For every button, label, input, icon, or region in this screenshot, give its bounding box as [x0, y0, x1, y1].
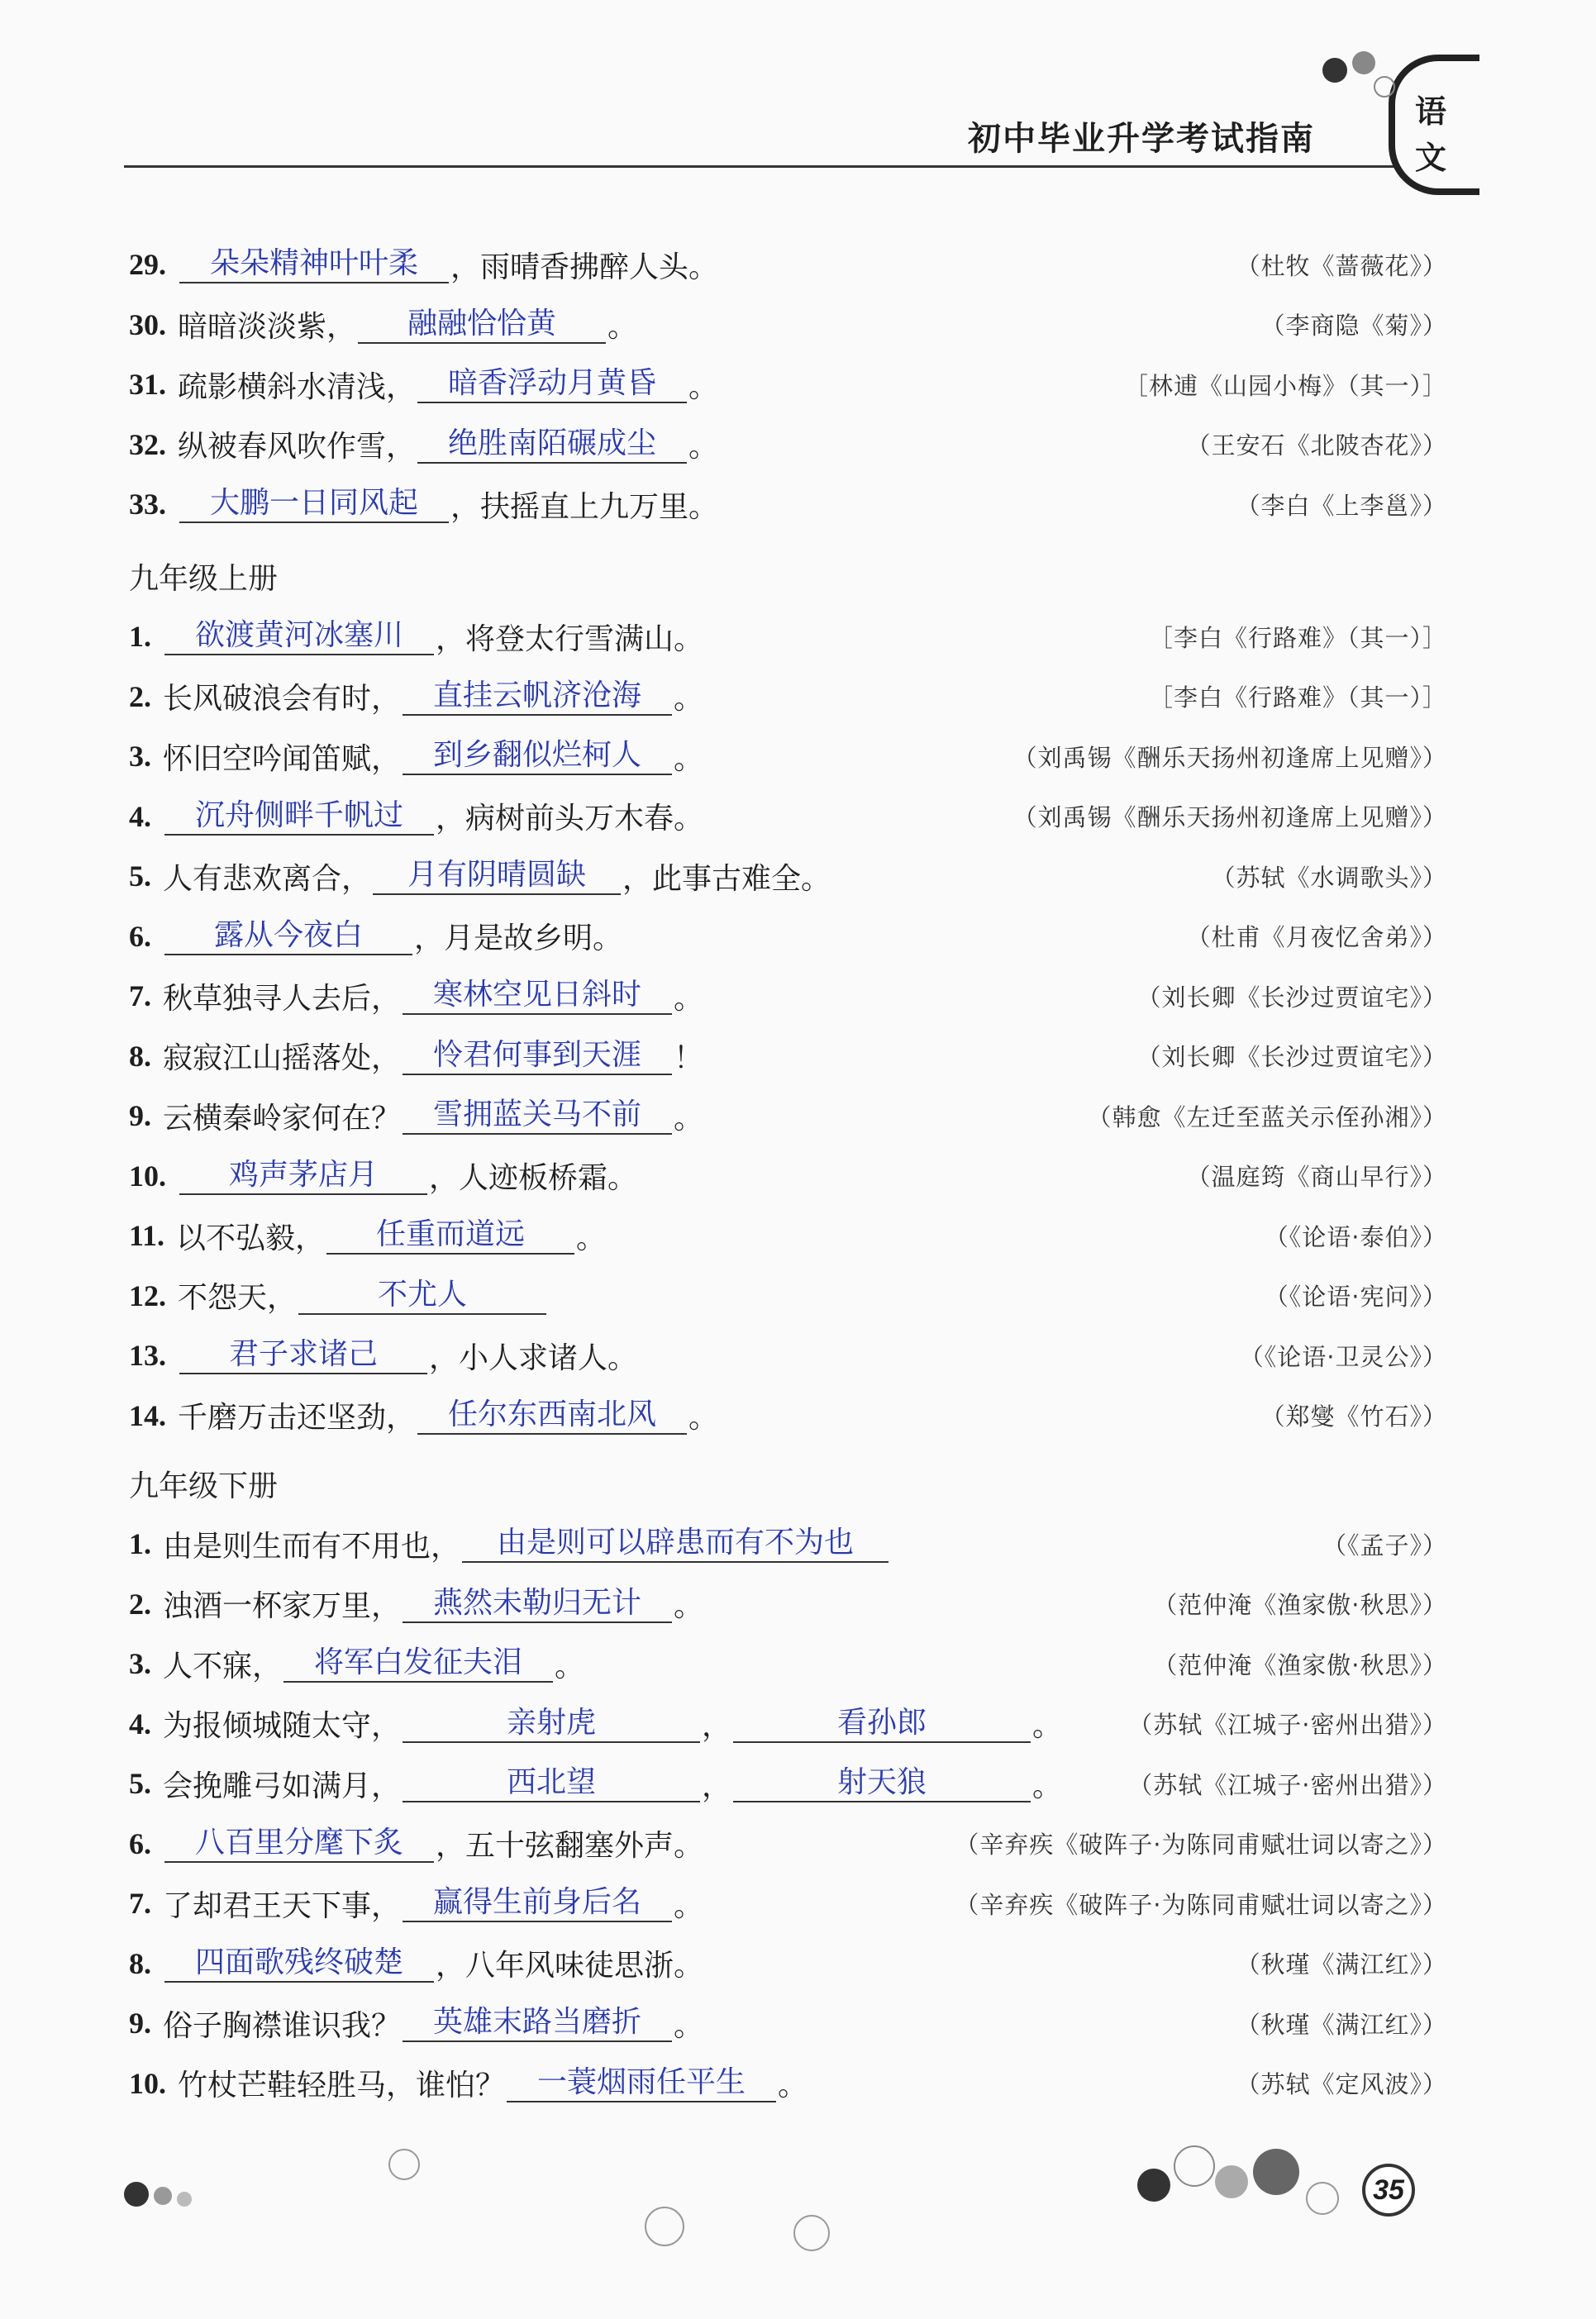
- question-row: [129, 612, 1447, 661]
- prompt-text: 千磨万击还坚劲，: [178, 1401, 417, 1435]
- prompt-text: 。: [674, 1101, 704, 1136]
- source-citation: （王安石《北陂杏花》）: [1186, 431, 1447, 460]
- prompt-text: 人有悲欢离合，: [163, 861, 372, 896]
- section-heading: 九年级上册: [129, 562, 279, 596]
- prompt-text: 。: [576, 1221, 607, 1255]
- question-row: [129, 1939, 1447, 1988]
- answer-blank[interactable]: 到乡翻似烂柯人: [403, 737, 672, 775]
- prompt-text: ，雨晴香拂醉人头。: [450, 250, 719, 284]
- source-citation: （辛弃疾《破阵子·为陈同甫赋壮词以寄之》）: [955, 1890, 1447, 1919]
- question-number: 5.: [129, 1767, 151, 1800]
- prompt-text: 。: [1032, 1709, 1063, 1743]
- prompt-text: 。: [674, 2008, 704, 2043]
- deco-circle: [1253, 2149, 1299, 2195]
- answer-blank[interactable]: 将军白发征夫泪: [283, 1645, 553, 1683]
- prompt-text: 。: [607, 310, 638, 344]
- source-citation: （苏轼《定风波》）: [1236, 2070, 1447, 2098]
- question-row: [129, 1579, 1447, 1629]
- source-citation: （《论语·卫灵公》）: [1239, 1342, 1447, 1371]
- answer-blank[interactable]: 燕然未勒归无计: [403, 1585, 672, 1623]
- prompt-text: 云横秦岭家何在？: [163, 1101, 402, 1136]
- deco-circle: [154, 2187, 172, 2205]
- prompt-text: 纵被春风吹作雪，: [178, 430, 417, 464]
- answer-blank[interactable]: 由是则可以辟患而有不为也: [462, 1525, 889, 1563]
- prompt-text: 秋草独寻人去后，: [163, 981, 402, 1016]
- question-row: [129, 1091, 1447, 1140]
- question-row: [129, 672, 1447, 721]
- answer-blank[interactable]: 绝胜南陌碾成尘: [417, 426, 687, 464]
- prompt-text: 长风破浪会有时，: [163, 682, 402, 716]
- question-number: 5.: [129, 860, 151, 893]
- prompt-text: 寂寂江山摇落处，: [163, 1041, 402, 1075]
- question-number: 1.: [129, 620, 151, 653]
- question-number: 4.: [129, 799, 151, 833]
- answer-blank[interactable]: 朵朵精神叶叶柔: [179, 245, 449, 283]
- source-citation: （刘长卿《长沙过贾谊宅》）: [1136, 983, 1447, 1012]
- question-number: 29.: [129, 248, 166, 281]
- prompt-text: 。: [674, 1589, 704, 1623]
- prompt-text: ，: [702, 1709, 732, 1743]
- question-row: [129, 971, 1447, 1021]
- deco-circle: [1306, 2182, 1339, 2215]
- answer-blank[interactable]: 鸡声茅店月: [179, 1157, 427, 1195]
- question-row: [129, 1639, 1447, 1688]
- question-row: [129, 479, 1447, 529]
- section-heading: 九年级下册: [129, 1469, 279, 1503]
- prompt-text: 。: [1032, 1769, 1063, 1803]
- prompt-text: 。: [778, 2069, 808, 2102]
- prompt-text: ，月是故乡明。: [414, 921, 623, 955]
- header-rule: [124, 165, 1439, 168]
- source-citation: （李商隐《菊》）: [1260, 312, 1447, 340]
- answer-blank[interactable]: 大鹏一日同风起: [179, 485, 449, 523]
- question-number: 8.: [129, 1946, 151, 1980]
- source-citation: （《孟子》）: [1322, 1531, 1447, 1559]
- question-number: 9.: [129, 1099, 151, 1132]
- deco-circle: [1352, 51, 1375, 74]
- answer-blank[interactable]: 亲射虎: [403, 1705, 700, 1743]
- prompt-text: 竹杖芒鞋轻胜马，谁怕？: [178, 2069, 506, 2102]
- source-citation: （范仲淹《渔家傲·秋思》）: [1153, 1591, 1447, 1619]
- question-number: 7.: [129, 979, 151, 1012]
- source-citation: （刘禹锡《酬乐天扬州初逢席上见赠》）: [1012, 743, 1447, 772]
- source-citation: （杜牧《蔷薇花》）: [1236, 251, 1447, 280]
- subject-char-2: 文: [1415, 139, 1447, 176]
- deco-circle: [645, 2207, 684, 2246]
- prompt-text: ，扶摇直上九万里。: [450, 489, 719, 524]
- question-number: 33.: [129, 488, 166, 521]
- question-number: 3.: [129, 1647, 151, 1680]
- prompt-text: 。: [555, 1649, 585, 1683]
- source-citation: （温庭筠《商山早行》）: [1186, 1163, 1447, 1191]
- deco-circle: [1322, 58, 1347, 83]
- answer-blank[interactable]: 露从今夜白: [164, 917, 412, 955]
- prompt-text: 。: [674, 682, 704, 716]
- question-number: 7.: [129, 1887, 151, 1920]
- prompt-text: ，: [702, 1769, 732, 1803]
- question-number: 3.: [129, 740, 151, 773]
- question-row: [129, 1331, 1447, 1380]
- answer-blank[interactable]: 八百里分麾下炙: [164, 1825, 434, 1863]
- question-number: 6.: [129, 919, 151, 953]
- question-number: 10.: [129, 2066, 166, 2100]
- source-citation: （苏轼《江城子·密州出猎》）: [1128, 1770, 1447, 1799]
- deco-circle: [388, 2149, 420, 2180]
- question-number: 4.: [129, 1707, 151, 1740]
- deco-circle: [1215, 2165, 1248, 2198]
- source-citation: ［李白《行路难》（其一）］: [1148, 683, 1447, 712]
- question-number: 11.: [129, 1219, 165, 1252]
- prompt-text: ，人迹板桥霜。: [429, 1161, 638, 1195]
- subject-badge: [1389, 55, 1479, 195]
- prompt-text: 怀旧空吟闻笛赋，: [163, 741, 402, 776]
- answer-blank[interactable]: 寒林空见日斜时: [403, 977, 672, 1015]
- question-number: 2.: [129, 679, 151, 713]
- question-row: [129, 1699, 1447, 1749]
- answer-blank[interactable]: 不尤人: [298, 1277, 546, 1315]
- deco-circle: [793, 2215, 830, 2251]
- answer-blank[interactable]: 任尔东西南北风: [417, 1397, 687, 1435]
- answer-blank[interactable]: 四面歌残终破楚: [164, 1945, 434, 1983]
- prompt-text: ，小人求诸人。: [429, 1340, 638, 1375]
- question-number: 31.: [129, 368, 166, 401]
- answer-blank[interactable]: 西北望: [403, 1764, 700, 1802]
- deco-circle: [177, 2192, 192, 2207]
- question-number: 12.: [129, 1279, 166, 1312]
- question-number: 13.: [129, 1339, 166, 1372]
- question-row: [129, 1151, 1447, 1201]
- answer-blank[interactable]: 怜君何事到天涯: [403, 1037, 672, 1075]
- question-number: 2.: [129, 1587, 151, 1621]
- source-citation: （秋瑾《满江红》）: [1236, 1950, 1447, 1979]
- answer-blank[interactable]: 雪拥蓝关马不前: [403, 1097, 672, 1135]
- subject-char-1: 语: [1415, 93, 1447, 130]
- prompt-text: 浊酒一杯家万里，: [163, 1589, 402, 1623]
- prompt-text: ，病树前头万木春。: [436, 802, 704, 836]
- prompt-text: 了却君王天下事，: [163, 1888, 402, 1923]
- question-row: [129, 360, 1447, 409]
- prompt-text: 以不弘毅，: [176, 1221, 326, 1255]
- question-row: [129, 1879, 1447, 1928]
- prompt-text: ，八年风味徒思浙。: [436, 1949, 704, 1983]
- question-row: [129, 240, 1447, 289]
- question-number: 6.: [129, 1826, 151, 1860]
- answer-blank[interactable]: 月有阴晴圆缺: [373, 857, 621, 895]
- prompt-text: 。: [674, 1888, 704, 1923]
- prompt-text: 。: [688, 1401, 719, 1435]
- answer-blank[interactable]: 任重而道远: [326, 1217, 574, 1255]
- prompt-text: 不怨天，: [178, 1281, 298, 1315]
- question-row: [129, 1031, 1447, 1081]
- source-citation: （郑燮《竹石》）: [1260, 1402, 1447, 1431]
- question-row: [129, 792, 1447, 841]
- deco-circle: [1174, 2145, 1215, 2187]
- answer-blank[interactable]: 看孙郎: [733, 1705, 1031, 1743]
- prompt-text: 为报倾城随太守，: [163, 1709, 402, 1743]
- source-citation: （刘禹锡《酬乐天扬州初逢席上见赠》）: [1012, 803, 1447, 831]
- source-citation: （杜甫《月夜忆舍弟》）: [1186, 923, 1447, 951]
- deco-circle: [1374, 76, 1395, 98]
- source-citation: （《论语·泰伯》）: [1264, 1222, 1447, 1251]
- prompt-text: ！: [674, 1041, 704, 1075]
- source-citation: （苏轼《江城子·密州出猎》）: [1128, 1711, 1447, 1739]
- question-row: [129, 1759, 1447, 1808]
- answer-blank[interactable]: 暗香浮动月黄昏: [417, 365, 687, 403]
- source-citation: （范仲淹《渔家傲·秋思》）: [1153, 1650, 1447, 1679]
- answer-blank[interactable]: 直挂云帆济沧海: [403, 678, 672, 716]
- question-row: [129, 851, 1447, 901]
- prompt-text: 人不寐，: [163, 1649, 283, 1683]
- source-citation: （韩愈《左迁至蓝关示侄孙湘》）: [1087, 1102, 1447, 1131]
- answer-blank[interactable]: 一蓑烟雨任平生: [507, 2064, 776, 2102]
- prompt-text: 俗子胸襟谁识我？: [163, 2008, 402, 2043]
- prompt-text: ，将登太行雪满山。: [436, 621, 704, 656]
- source-citation: ［林逋《山园小梅》（其一）］: [1123, 371, 1447, 400]
- question-number: 8.: [129, 1039, 151, 1073]
- source-citation: ［李白《行路难》（其一）］: [1148, 623, 1447, 652]
- source-citation: （李白《上李邕》）: [1236, 491, 1447, 520]
- question-row: [129, 1271, 1447, 1321]
- answer-blank[interactable]: 赢得生前身后名: [403, 1884, 672, 1922]
- deco-circle: [1137, 2169, 1170, 2202]
- answer-blank[interactable]: 射天狼: [733, 1764, 1031, 1802]
- source-citation: （苏轼《水调歌头》）: [1211, 863, 1447, 892]
- question-number: 1.: [129, 1527, 151, 1560]
- prompt-text: 。: [688, 430, 719, 464]
- question-row: [129, 912, 1447, 961]
- question-number: 30.: [129, 307, 166, 341]
- question-row: [129, 300, 1447, 350]
- source-citation: （《论语·宪问》）: [1264, 1283, 1447, 1311]
- prompt-text: 由是则生而有不用也，: [163, 1529, 461, 1564]
- prompt-text: ，此事古难全。: [622, 861, 831, 896]
- prompt-text: ，五十弦翻塞外声。: [436, 1829, 704, 1863]
- header-title: 初中毕业升学考试指南: [968, 119, 1315, 158]
- answer-blank[interactable]: 英雄末路当磨折: [403, 2004, 672, 2042]
- question-row: [129, 1998, 1447, 2048]
- source-citation: （刘长卿《长沙过贾谊宅》）: [1136, 1043, 1447, 1071]
- question-row: [129, 1211, 1447, 1260]
- prompt-text: 暗暗淡淡紫，: [178, 310, 357, 344]
- prompt-text: 。: [674, 981, 704, 1016]
- deco-circle: [124, 2182, 149, 2207]
- question-number: 9.: [129, 2007, 151, 2040]
- question-number: 10.: [129, 1159, 166, 1193]
- question-row: [129, 2059, 1447, 2108]
- question-row: [129, 1391, 1447, 1440]
- answer-blank[interactable]: 君子求诸己: [179, 1336, 427, 1374]
- question-number: 14.: [129, 1398, 166, 1432]
- answer-blank[interactable]: 欲渡黄河冰塞川: [164, 617, 434, 655]
- prompt-text: 。: [688, 369, 719, 404]
- question-row: [129, 1519, 1447, 1569]
- prompt-text: 疏影横斜水清浅，: [178, 369, 417, 404]
- page-number: 35: [1362, 2164, 1415, 2217]
- prompt-text: 。: [674, 741, 704, 776]
- source-citation: （辛弃疾《破阵子·为陈同甫赋壮词以寄之》）: [955, 1831, 1447, 1859]
- answer-blank[interactable]: 融融恰恰黄: [358, 306, 606, 344]
- question-row: [129, 420, 1447, 469]
- question-number: 32.: [129, 427, 166, 461]
- question-row: [129, 1819, 1447, 1869]
- prompt-text: 会挽雕弓如满月，: [163, 1769, 402, 1803]
- question-row: [129, 731, 1447, 781]
- answer-blank[interactable]: 沉舟侧畔千帆过: [164, 798, 434, 836]
- source-citation: （秋瑾《满江红》）: [1236, 2010, 1447, 2039]
